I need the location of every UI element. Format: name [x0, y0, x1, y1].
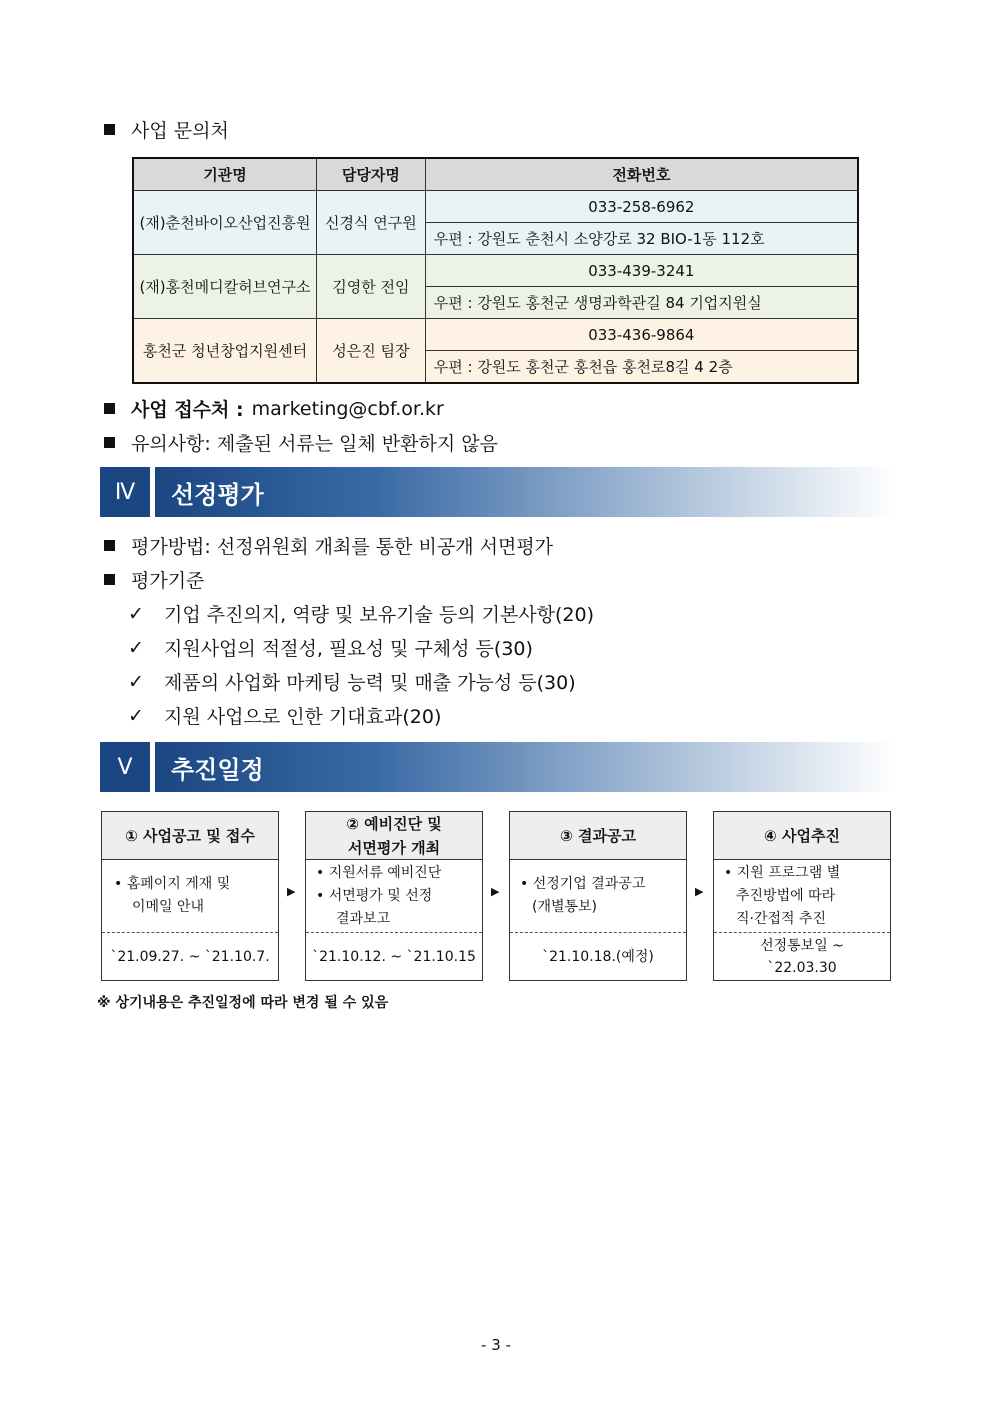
footnote: ※ 상기내용은 추진일정에 따라 변경 될 수 있음: [97, 995, 389, 1011]
step-item: • 홈페이지 게재 및: [114, 876, 231, 892]
person-cell: 신경식 연구원: [317, 191, 426, 255]
checkmark-icon: ✓: [128, 670, 144, 693]
contact-heading-line: [104, 116, 229, 143]
square-bullet-icon: [104, 437, 115, 448]
step-body: [102, 860, 278, 932]
section-title: 추진일정: [155, 742, 895, 792]
step-date: `21.10.12. ~ `21.10.15: [306, 932, 482, 980]
section-number: Ⅴ: [100, 742, 150, 792]
address-cell: 우편 : 강원도 홍천군 홍천읍 홍천로8길 4 2층: [425, 351, 858, 384]
table-row: [133, 319, 858, 351]
step-item: • 서면평가 및 선정: [316, 887, 433, 904]
org-cell: (재)춘천바이오산업진흥원: [133, 191, 317, 255]
schedule-step: [101, 811, 279, 981]
section-number: Ⅳ: [100, 467, 150, 517]
table-row: [133, 255, 858, 287]
eval-method-line: [104, 532, 553, 559]
org-cell: (재)홍천메디칼허브연구소: [133, 255, 317, 319]
step-title-line: ② 예비진단 및: [346, 814, 442, 833]
step-item: • 지원 프로그램 별: [724, 864, 841, 881]
criteria-text: 지원사업의 적절성, 필요성 및 구체성 등(30): [164, 638, 533, 660]
reception-label: 사업 접수처 :: [131, 399, 244, 421]
phone-cell: 033-436-9864: [425, 319, 858, 351]
step-item: • 선정기업 결과공고: [520, 876, 646, 892]
criteria-item: [128, 634, 533, 661]
phone-cell: 033-439-3241: [425, 255, 858, 287]
eval-method: 평가방법: 선정위원회 개최를 통한 비공개 서면평가: [131, 536, 554, 558]
step-title: ① 사업공고 및 접수: [102, 812, 278, 860]
table-row: [133, 191, 858, 223]
address-cell: 우편 : 강원도 홍천군 생명과학관길 84 기업지원실: [425, 287, 858, 319]
person-cell: 성은진 팀장: [317, 319, 426, 384]
step-item: (개별통보): [532, 899, 598, 915]
section-header-evaluation: [100, 467, 895, 517]
step-title: ③ 결과공고: [510, 812, 686, 860]
eval-criteria-heading-line: [104, 566, 204, 593]
schedule-step: [509, 811, 687, 981]
reception-email[interactable]: marketing@cbf.or.kr: [251, 397, 444, 420]
step-date: `21.10.18.(예정): [510, 932, 686, 980]
step-item: 직·간접적 추진: [736, 910, 827, 927]
square-bullet-icon: [104, 403, 115, 414]
notice-text: 유의사항: 제출된 서류는 일체 반환하지 않음: [131, 433, 498, 455]
criteria-text: 제품의 사업화 마케팅 능력 및 매출 가능성 등(30): [164, 672, 576, 694]
arrow-right-icon: ▶: [695, 885, 704, 898]
checkmark-icon: ✓: [128, 704, 144, 727]
square-bullet-icon: [104, 540, 115, 551]
page-number: - 3 -: [481, 1336, 511, 1354]
square-bullet-icon: [104, 574, 115, 585]
header-person: 담당자명: [317, 158, 426, 191]
phone-cell: 033-258-6962: [425, 191, 858, 223]
step-date-line: 선정통보일 ~: [760, 937, 844, 954]
step-date-line: `22.03.30: [767, 959, 837, 976]
step-body: [714, 860, 890, 932]
checkmark-icon: ✓: [128, 602, 144, 625]
step-title-line: 서면평가 개최: [347, 838, 441, 857]
person-cell: 김영한 전임: [317, 255, 426, 319]
step-title: ④ 사업추진: [714, 812, 890, 860]
header-phone: 전화번호: [425, 158, 858, 191]
step-title: [306, 812, 482, 860]
criteria-item: [128, 702, 441, 729]
table-header-row: [133, 158, 858, 191]
contact-heading: 사업 문의처: [131, 120, 229, 142]
step-body: [510, 860, 686, 932]
step-item: 추진방법에 따라: [736, 887, 836, 904]
section-header-schedule: [100, 742, 895, 792]
reception-line: [104, 395, 444, 422]
eval-criteria-heading: 평가기준: [131, 570, 205, 592]
notice-line: [104, 429, 498, 456]
criteria-item: [128, 600, 594, 627]
header-org: 기관명: [133, 158, 317, 191]
step-date: `21.09.27. ~ `21.10.7.: [102, 932, 278, 980]
criteria-item: [128, 668, 576, 695]
step-item: • 지원서류 예비진단: [316, 864, 442, 881]
checkmark-icon: ✓: [128, 636, 144, 659]
arrow-right-icon: ▶: [491, 885, 500, 898]
step-item: 이메일 안내: [132, 899, 205, 915]
square-bullet-icon: [104, 124, 115, 135]
step-date: [714, 932, 890, 980]
criteria-text: 지원 사업으로 인한 기대효과(20): [164, 706, 442, 728]
section-title: 선정평가: [155, 467, 895, 517]
step-item: 결과보고: [336, 910, 391, 927]
criteria-text: 기업 추진의지, 역량 및 보유기술 등의 기본사항(20): [164, 604, 595, 626]
arrow-right-icon: ▶: [287, 885, 296, 898]
contact-table: [132, 157, 859, 384]
schedule-step: [713, 811, 891, 981]
address-cell: 우편 : 강원도 춘천시 소양강로 32 BIO-1동 112호: [425, 223, 858, 255]
step-body: [306, 860, 482, 932]
org-cell: 홍천군 청년창업지원센터: [133, 319, 317, 384]
schedule-step: [305, 811, 483, 981]
